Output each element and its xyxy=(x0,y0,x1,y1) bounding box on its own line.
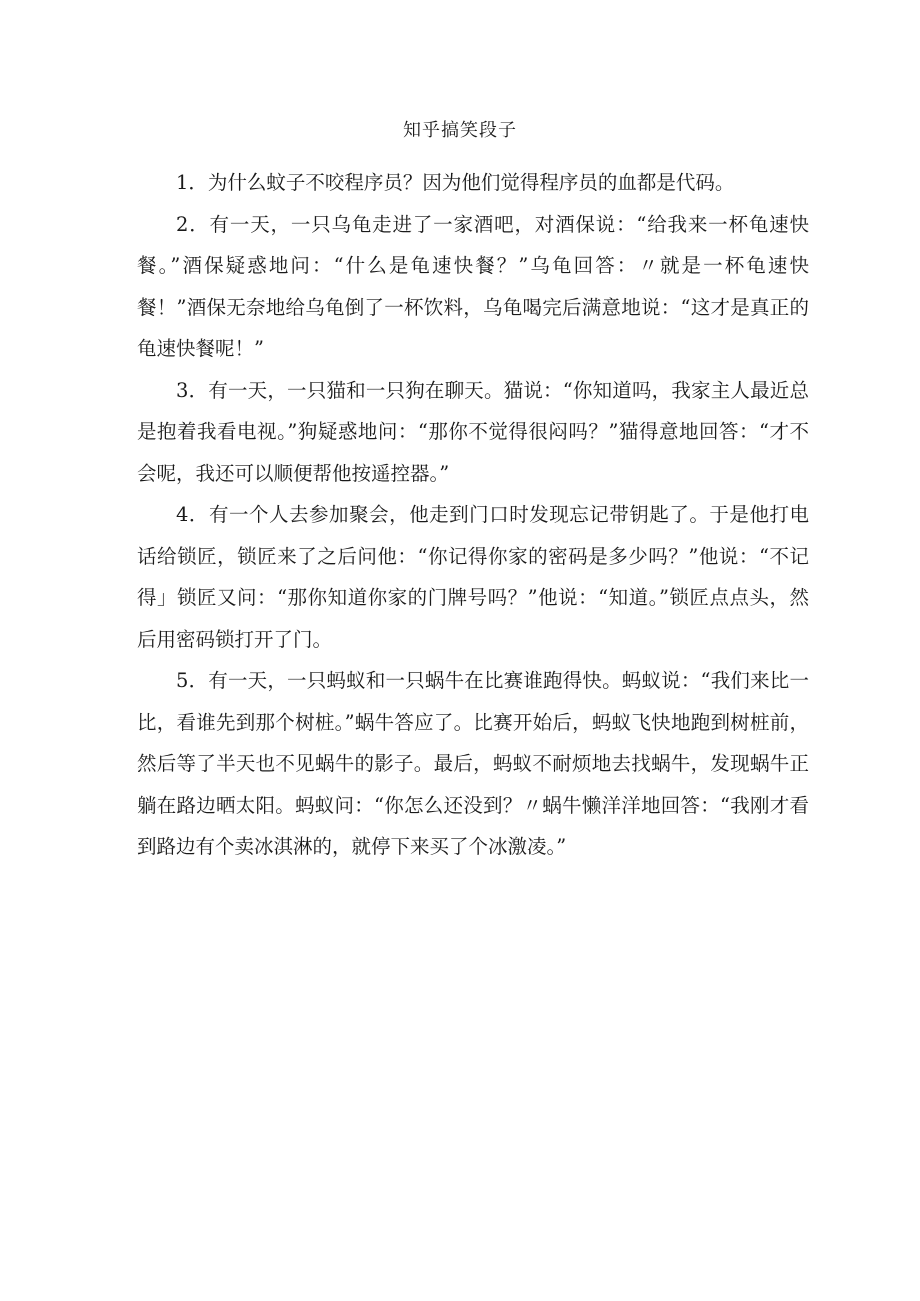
joke-paragraph-1: 1．为什么蚊子不咬程序员？因为他们觉得程序员的血都是代码。 xyxy=(176,171,735,194)
joke-paragraph-4: 4．有一个人去参加聚会，他走到门口时发现忘记带钥匙了。于是他打电话给锁匠，锁匠来了之后问他：“你记得你家的密码是多少吗？”他说：“不记得」锁匠又问：“那你知道你家的门牌号吗？”他说：“知道。”锁匠点点头，然后用密码锁打开了门。 xyxy=(137,503,809,651)
document-body xyxy=(137,162,809,868)
joke-paragraph-5: 5．有一天，一只蚂蚁和一只蜗牛在比赛谁跑得快。蚂蚁说：“我们来比一比，看谁先到那个树桩。”蜗牛答应了。比赛开始后，蚂蚁飞快地跑到树桩前，然后等了半天也不见蜗牛的影子。最后，蚂蚁不耐烦地去找蜗牛，发现蜗牛正躺在路边晒太阳。蚂蚁问：“你怎么还没到？〃蜗牛懒洋洋地回答：“我刚才看到路边有个卖冰淇淋的，就停下来买了个冰激凌。” xyxy=(137,669,809,858)
joke-paragraph-3: 3．有一天，一只猫和一只狗在聊天。猫说：“你知道吗，我家主人最近总是抱着我看电视。”狗疑惑地问：“那你不觉得很闷吗？”猫得意地回答：“才不会呢，我还可以顺便帮他按遥控器。” xyxy=(137,378,809,485)
document-title: 知乎搞笑段子 xyxy=(403,120,517,141)
joke-paragraph-2: 2．有一天，一只乌龟走进了一家酒吧，对酒保说：“给我来一杯龟速快餐。”酒保疑惑地问：“什么是龟速快餐？”乌龟回答：〃就是一杯龟速快餐！”酒保无奈地给乌龟倒了一杯饮料，乌龟喝完后满意地说：“这才是真正的龟速快餐呢！” xyxy=(137,212,809,360)
